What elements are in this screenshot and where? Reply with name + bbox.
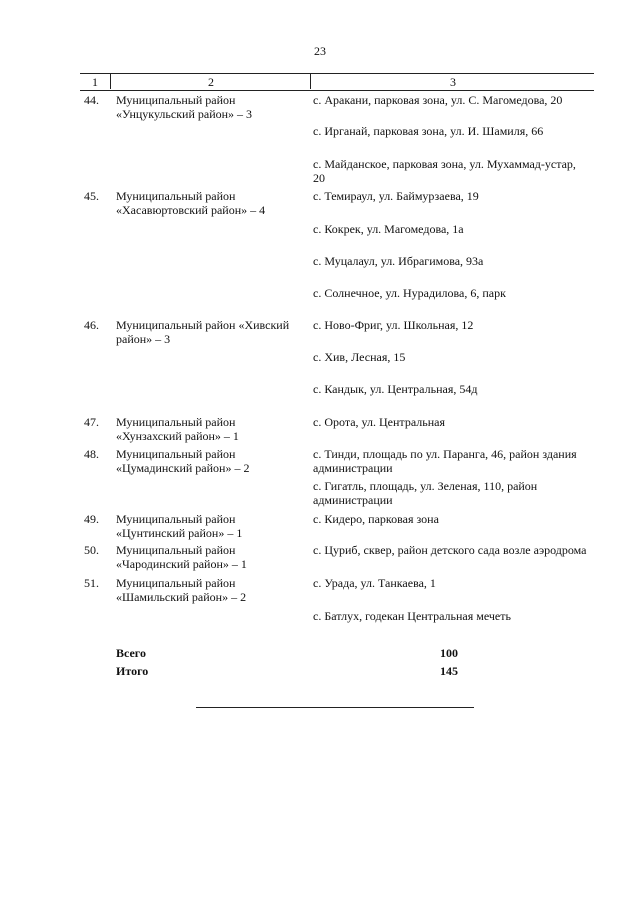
row-number: 48. (84, 447, 99, 461)
location: с. Кидеро, парковая зона (313, 512, 439, 526)
column-header-2: 2 (110, 74, 311, 89)
total-value: 100 (440, 646, 458, 660)
location: с. Батлух, годекан Центральная мечеть (313, 609, 511, 623)
table-header (80, 73, 594, 91)
location: с. Кандык, ул. Центральная, 54д (313, 382, 478, 396)
total-label: Всего (116, 646, 146, 660)
district-name: Муниципальный район «Цумадинский район» – 2 (116, 447, 250, 475)
location: с. Муцалаул, ул. Ибрагимова, 93а (313, 254, 484, 268)
location: с. Темираул, ул. Баймурзаева, 19 (313, 189, 479, 203)
row-number: 47. (84, 415, 99, 429)
grand-total-label: Итого (116, 664, 149, 678)
row-number: 51. (84, 576, 99, 590)
location: с. Урада, ул. Танкаева, 1 (313, 576, 436, 590)
district-name: Муниципальный район «Чародинский район» – 1 (116, 543, 247, 571)
location: с. Кокрек, ул. Магомедова, 1а (313, 222, 464, 236)
location: с. Гигатль, площадь, ул. Зеленая, 110, район администрации (313, 479, 538, 507)
row-number: 46. (84, 318, 99, 332)
grand-total-value: 145 (440, 664, 458, 678)
location: с. Цуриб, сквер, район детского сада возле аэродрома (313, 543, 587, 557)
location: с. Хив, Лесная, 15 (313, 350, 406, 364)
location: с. Тинди, площадь по ул. Паранга, 46, район здания администрации (313, 447, 577, 475)
district-name: Муниципальный район «Унцукульский район» – 3 (116, 93, 253, 121)
row-number: 50. (84, 543, 99, 557)
location: с. Ново-Фриг, ул. Школьная, 12 (313, 318, 474, 332)
row-number: 44. (84, 93, 99, 107)
district-name: Муниципальный район «Хивский район» – 3 (116, 318, 290, 346)
district-name: Муниципальный район «Шамильский район» – 2 (116, 576, 247, 604)
district-name: Муниципальный район «Хунзахский район» – 1 (116, 415, 239, 443)
location: с. Майданское, парковая зона, ул. Мухаммад-устар, 20 (313, 157, 576, 185)
district-name: Муниципальный район «Хасавюртовский район» – 4 (116, 189, 266, 217)
column-header-1: 1 (92, 75, 98, 89)
row-number: 49. (84, 512, 99, 526)
district-name: Муниципальный район «Цунтинский район» – 1 (116, 512, 243, 540)
location: с. Ирганай, парковая зона, ул. И. Шамиля, 66 (313, 124, 544, 138)
column-header-3: 3 (310, 74, 595, 89)
location: с. Аракани, парковая зона, ул. С. Магомедова, 20 (313, 93, 563, 107)
page-number: 23 (314, 44, 326, 58)
location: с. Орота, ул. Центральная (313, 415, 445, 429)
row-number: 45. (84, 189, 99, 203)
closing-rule (196, 707, 474, 708)
location: с. Солнечное, ул. Нурадилова, 6, парк (313, 286, 506, 300)
